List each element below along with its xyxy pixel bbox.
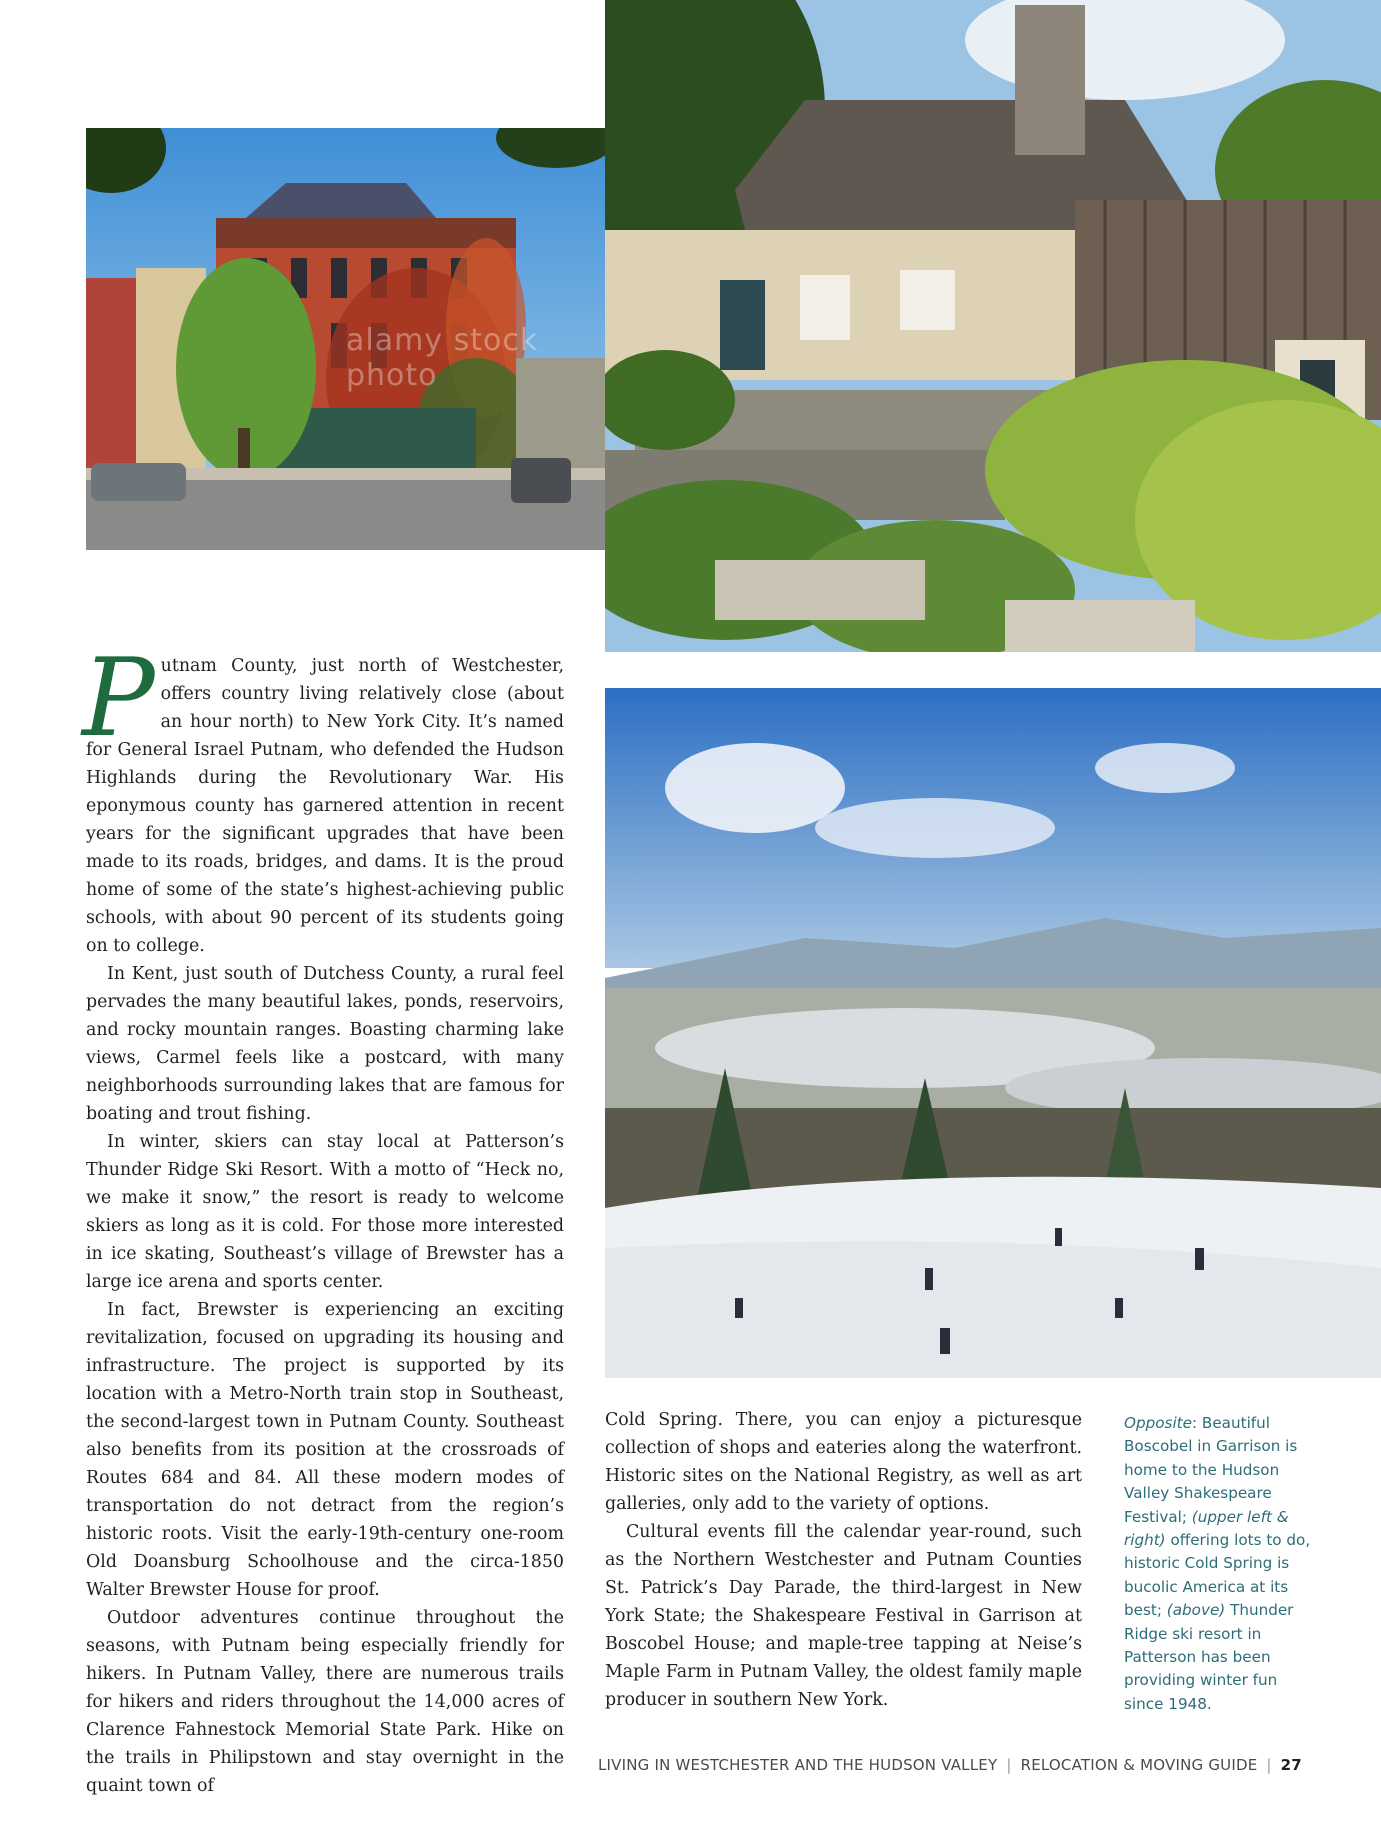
caption-label-opposite: Opposite: [1124, 1414, 1192, 1432]
article-paragraph-1: [82, 636, 564, 960]
paragraph-1-text: utnam County, just north of Westchester, offers country living relatively close (about an hour north) to New York City. It’s named for General Israel Putnam, who defended the Hudson Highlands during the Revolutionary War. His eponymous county has garnered attention in recent years for the significant upgrades that have been made to its roads, bridges, and dams. It is the proud home of some of the state’s highest-achieving public schools, with about 90 percent of its students going on to college.: [86, 656, 564, 956]
article-paragraph-5: Outdoor adventures continue throughout the seasons, with Putnam being especially friendly for hikers. In Putnam Valley, there are numerous trails for hikers and riders throughout the 14,000 acres of Clarence Fahnestock Memorial State Park. Hike on the trails in Philipstown and stay overnight in the quaint town of: [86, 1608, 564, 1796]
caption-text-1: : Beautiful Boscobel in Garrison is home to the Hudson Valley Shakespeare Festival;: [1124, 1414, 1298, 1526]
watermark-text: alamy stock photo: [346, 323, 539, 393]
page-footer: [598, 1756, 1302, 1774]
caption-label-above: (above): [1166, 1601, 1226, 1620]
article-paragraph-6: Cold Spring. There, you can enjoy a picturesque collection of shops and eateries along the waterfront. Historic sites on the National Registry, as well as art galleries, only add to the variety of options.: [605, 1410, 1082, 1514]
footer-section: RELOCATION & MOVING GUIDE: [1020, 1756, 1258, 1774]
article-paragraph-4: In fact, Brewster is experiencing an exciting revitalization, focused on upgrading its housing and infrastructure. The project is supported by its location with a Metro-North train stop in Southeast, the second-largest town in Putnam County. Southeast also benefits from its position at the crossroads of Routes 684 and 84. All these modern modes of transportation do not detract from the region’s historic roots. Visit the early-19th-century one-room Old Doansburg Schoolhouse and the circa-1850 Walter Brewster House for proof.: [86, 1300, 564, 1600]
article-paragraph-7: Cultural events fill the calendar year-round, such as the Northern Westchester and Putnam Counties St. Patrick’s Day Parade, the third-largest in New York State; the Shakespeare Festival in Garrison at Boscobel House; and maple-tree tapping at Neise’s Maple Farm in Putnam Valley, the oldest family maple producer in southern New York.: [605, 1522, 1082, 1710]
photo-ski-slope: [605, 688, 1381, 1378]
photo-caption: [1124, 1412, 1320, 1716]
footer-publication: LIVING IN WESTCHESTER AND THE HUDSON VALLEY: [598, 1756, 998, 1774]
article-column-middle: [605, 1406, 1082, 1714]
footer-separator: |: [1266, 1756, 1272, 1774]
article-paragraph-3: In winter, skiers can stay local at Patterson’s Thunder Ridge Ski Resort. With a motto of “Heck no, we make it snow,” the resort is ready to welcome skiers as long as it is cold. For those more interested in ice skating, Southeast’s village of Brewster has a large ice arena and sports center.: [86, 1132, 564, 1292]
article-paragraph-2: In Kent, just south of Dutchess County, a rural feel pervades the many beautiful lakes, ponds, reservoirs, and rocky mountain ranges. Boasting charming lake views, Carmel feels like a postcard, with many neighborhoods surrounding lakes that are famous for boating and trout fishing.: [86, 964, 564, 1124]
caption-text-2: offering lots to do, historic Cold Spring is bucolic America at its best;: [1124, 1531, 1311, 1620]
photo-village-street: [86, 128, 605, 550]
caption-text-3: Thunder Ridge ski resort in Patterson has been providing winter fun since 1948.: [1124, 1601, 1294, 1713]
page-number: 27: [1280, 1756, 1302, 1774]
caption-label-upper: (upper left & right): [1124, 1507, 1289, 1550]
photo-boscobel-garden: [605, 0, 1381, 652]
article-column-left: [82, 636, 564, 1800]
footer-separator: |: [1006, 1756, 1012, 1774]
drop-cap: P: [82, 636, 155, 761]
